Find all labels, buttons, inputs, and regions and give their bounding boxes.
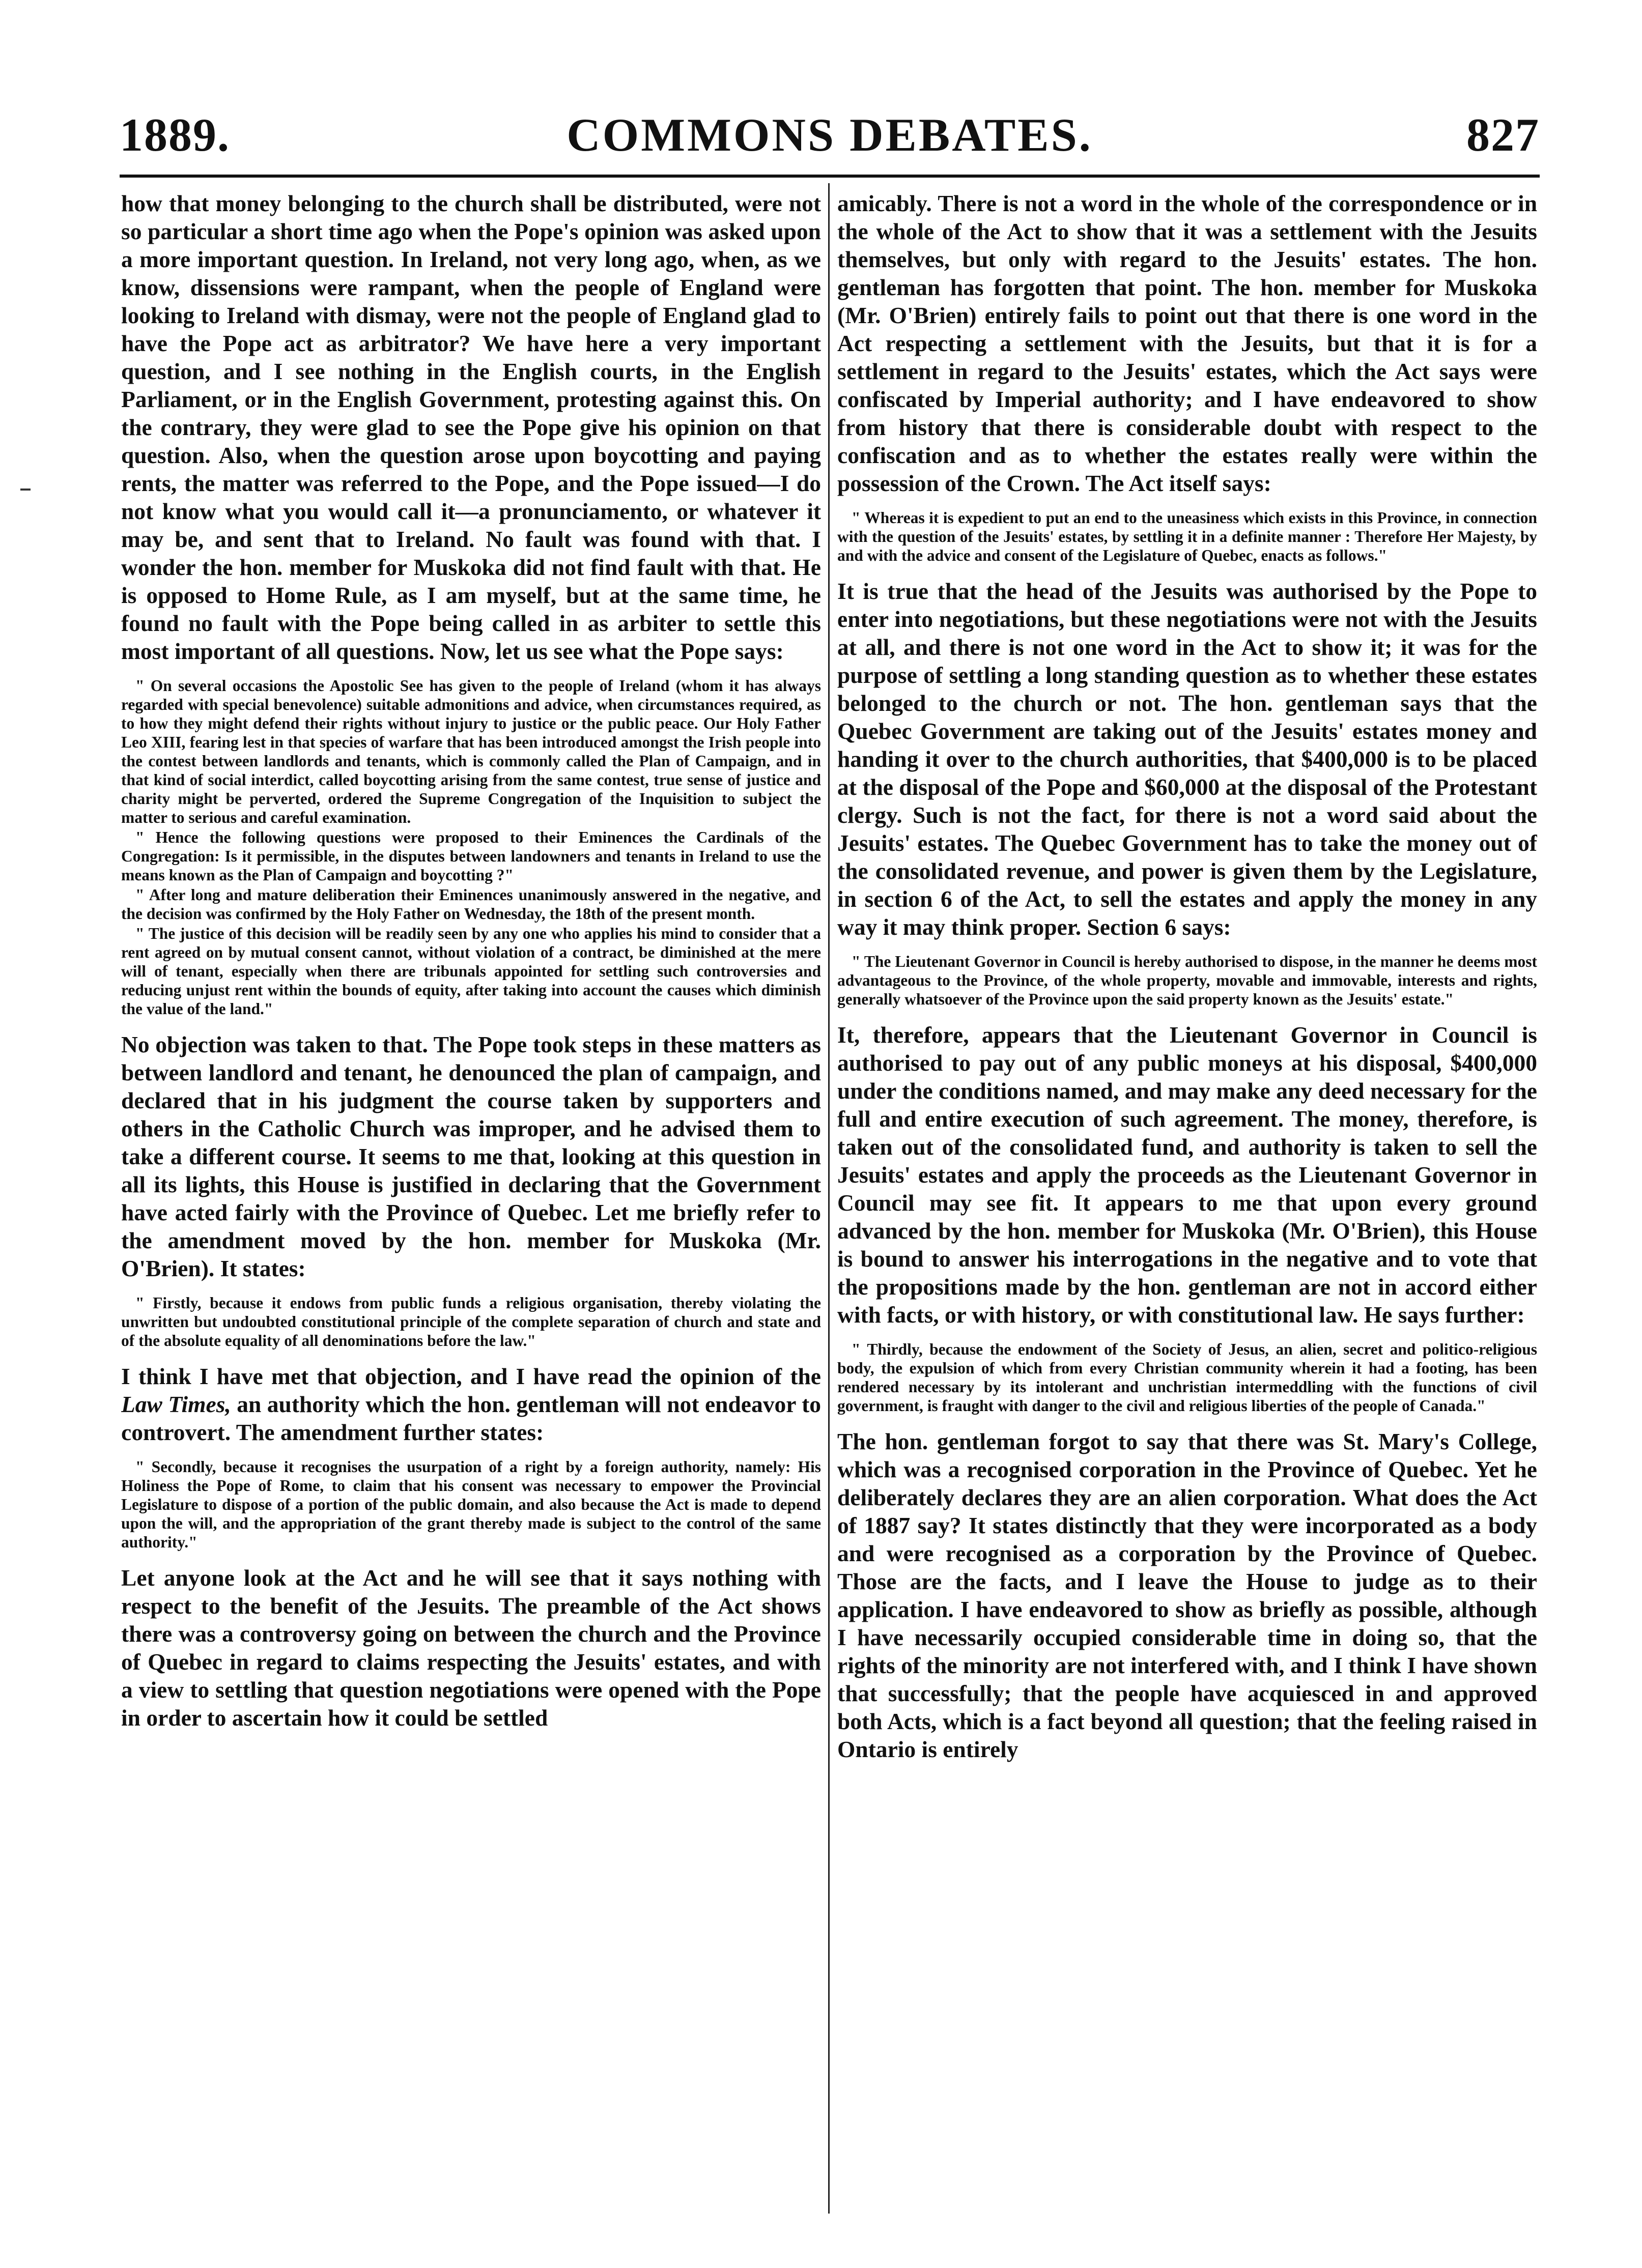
left-paragraph-3-end: an authority which the hon. gentleman will not endeavor to controvert. The amendment further states: [121, 1391, 821, 1445]
amendment-third-quote-text: " Thirdly, because the endowment of the Society of Jesus, an alien, secret and politico-religious body, the expulsion of which from every Christian community wherein it had a footing, has been rendered necessary by its intolerant and unchristian intermeddling with the functions of civil government, is fraught with danger to the civil and religious liberties of the people of Canada." [837, 1340, 1537, 1415]
section-6-quote [837, 952, 1537, 1009]
right-paragraph-4: The hon. gentleman forgot to say that there was St. Mary's College, which was a recognised corporation in the Province of Quebec. Yet he deliberately declares they are an alien corporation. What does the Act of 1887 say? It states distinctly that they were incorporated as a body and were recognised as a corporation by the Province of Quebec. Those are the facts, and I leave the House to judge as to their application. I have endeavored to show as briefly as possible, although I have necessarily occupied considerable time in doing so, that the rights of the minority are not interfered with, and I think I have shown that successfully; that the people have acquiesced in and approved both Acts, which is a fact beyond all question; that the feeling raised in Ontario is entirely [837, 1428, 1537, 1762]
right-column [837, 189, 1537, 2220]
header-page-number: 827 [1466, 109, 1540, 161]
pope-decree-quote-part-3: " After long and mature deliberation their Eminences unanimously answered in the negative, and the decision was confirmed by the Holy Father on Wednesday, the 18th of the present month. [121, 886, 821, 923]
right-paragraph-3: It, therefore, appears that the Lieutenant Governor in Council is authorised to pay out of any public moneys at his disposal, $400,000 under the conditions named, and may make any deed necessary for the full and entire execution of such agreement. The money, therefore, is taken out of the consolidated fund, and authority is taken to sell the Jesuits' estates and apply the proceeds as the Lieutenant Governor in Council may see fit. It appears to me that upon every ground advanced by the hon. member for Muskoka (Mr. O'Brien), this House is bound to answer his interrogations in the negative and to vote that the propositions made by the hon. gentleman are not in accord either with facts, or with history, or with constitutional law. He says further: [837, 1022, 1537, 1328]
left-paragraph-1: how that money belonging to the church shall be distributed, were not so particular a short time ago when the Pope's opinion was asked upon a more important question. In Ireland, not very long ago, when, as we know, dissensions were rampant, when the people of England were looking to Ireland with dismay, were not the people of England glad to have the Pope act as arbitrator? We have here a very important question, and I see nothing in the English courts, in the English Parliament, or in the English Government, protesting against this. On the contrary, they were glad to see the Pope give his opinion on that question. Also, when the question arose upon boycotting and paying rents, the matter was referred to the Pope, and the Pope issued—I do not know what you would call it—a pronunciamento, or whatever it may be, and sent that to Ireland. No fault was found with that. I wonder the hon. member for Muskoka did not find fault with that. He is opposed to Home Rule, as I am myself, but at the same time, he found no fault with the Pope being called in as arbiter to settle this most important of all questions. Now, let us see what the Pope says: [121, 190, 821, 664]
header-year: 1889. [120, 109, 230, 161]
left-paragraph-3 [121, 1362, 821, 1446]
amendment-first-quote [121, 1294, 821, 1350]
margin-mark [20, 489, 31, 491]
act-preamble-quote-text: " Whereas it is expedient to put an end to the uneasiness which exists in this Province, in connection with the question of the Jesuits' estates, by settling it in a definite manner : Therefore Her Majesty, by and with the advice and consent of the Legislature of Quebec, enacts as follows." [837, 509, 1537, 564]
column-divider [828, 183, 830, 2214]
left-paragraph-2: No objection was taken to that. The Pope took steps in these matters as between landlord and tenant, he denounced the plan of campaign, and declared that in his judgment the course taken by supporters and others in the Catholic Church was improper, and he advised them to take a different course. It seems to me that, looking at this question in all its lights, this House is justified in declaring that the Government have acted fairly with the Province of Quebec. Let me briefly refer to the amendment moved by the hon. member for Muskoka (Mr. O'Brien). It states: [121, 1031, 821, 1281]
pope-decree-quote [121, 676, 821, 1018]
law-times-title: Law Times, [121, 1391, 231, 1417]
left-column [121, 189, 821, 2220]
section-6-quote-text: " The Lieutenant Governor in Council is hereby authorised to dispose, in the manner he deems most advantageous to the Province, of the whole property, movable and immovable, interests and rights, generally whatsoever of the Province upon the said property known as the Jesuits' estate." [837, 953, 1537, 1008]
amendment-third-quote [837, 1340, 1537, 1415]
pope-decree-quote-part-1: " On several occasions the Apostolic See has given to the people of Ireland (whom it has always regarded with special benevolence) suitable admonitions and advice, when circumstances required, as to how they might defend their rights without injury to justice or the public peace. Our Holy Father Leo XIII, fearing lest in that species of warfare that has been introduced amongst the Irish people into the contest between landlords and tenants, which is commonly called the Plan of Campaign, and in that kind of social interdict, called boycotting arising from the same contest, true sense of justice and charity might be perverted, ordered the Supreme Congregation of the Inquisition to subject the matter to serious and careful examination. [121, 677, 821, 826]
pope-decree-quote-part-2: " Hence the following questions were proposed to their Eminences the Cardinals of the Congregation: Is it permissible, in the disputes between landowners and tenants in Ireland to use the means known as the Plan of Campaign and boycotting ?" [121, 828, 821, 884]
page-header [120, 107, 1540, 168]
pope-decree-quote-part-4: " The justice of this decision will be readily seen by any one who applies his mind to consider that a rent agreed on by mutual consent cannot, without violation of a contract, be diminished at the mere will of tenant, especially when there are tribunals appointed for settling such controversies and reducing unjust rent within the bounds of equity, after taking into account the causes which diminish the value of the land." [121, 925, 821, 1018]
header-title: COMMONS DEBATES. [567, 109, 1093, 161]
right-paragraph-2: It is true that the head of the Jesuits was authorised by the Pope to enter into negotiations, but these negotiations were not with the Jesuits at all, and there is not one word in the Act to show it; it was for the purpose of settling a long standing question as to whether these estates belonged to the church or not. The hon. gentleman says that the Quebec Government are taking out of the Jesuits' estates money and handing it over to the church authorities, that $400,000 is to be placed at the disposal of the Pope and $60,000 at the disposal of the Protestant clergy. Such is not the fact, for there is not a word said about the Jesuits' estates. The Quebec Government has to take the money out of the consolidated revenue, and power is given them by the Legislature, in section 6 of the Act, to sell the estates and apply the money in any way it may think proper. Section 6 says: [837, 578, 1537, 940]
act-preamble-quote [837, 508, 1537, 565]
amendment-second-quote [121, 1457, 821, 1552]
right-paragraph-1: amicably. There is not a word in the whole of the correspondence or in the whole of the Act to show that it was a settlement with the Jesuits themselves, but only with regard to the Jesuits' estates. The hon. gentleman has forgotten that point. The hon. member for Muskoka (Mr. O'Brien) entirely fails to point out that there is one word in the Act respecting a settlement with the Jesuits, but that it is for a settlement in regard to the Jesuits' estates, which the Act says were confiscated by Imperial authority; and I have endeavored to show from history that there is considerable doubt with respect to the confiscation and as to whether the estates really were within the possession of the Crown. The Act itself says: [837, 190, 1537, 496]
amendment-first-quote-text: " Firstly, because it endows from public funds a religious organisation, thereby violating the unwritten but undoubted constitutional principle of the complete separation of church and state and of the absolute equality of all denominations before the law." [121, 1294, 821, 1350]
amendment-second-quote-text: " Secondly, because it recognises the usurpation of a right by a foreign authority, namely: His Holiness the Pope of Rome, to claim that his consent was necessary to empower the Provincial Legislature to dispose of a portion of the public domain, and also because the Act is made to depend upon the will, and the appropriation of the grant thereby made is subject to the control of the same authority." [121, 1458, 821, 1551]
left-paragraph-3-start: I think I have met that objection, and I have read the opinion of the [121, 1363, 821, 1389]
left-paragraph-4: Let anyone look at the Act and he will see that it says nothing with respect to the benefit of the Jesuits. The preamble of the Act shows there was a controversy going on between the church and the Province of Quebec in regard to claims respecting the Jesuits' estates, and with a view to settling that question negotiations were opened with the Pope in order to ascertain how it could be settled [121, 1565, 821, 1731]
header-rule [120, 175, 1540, 178]
